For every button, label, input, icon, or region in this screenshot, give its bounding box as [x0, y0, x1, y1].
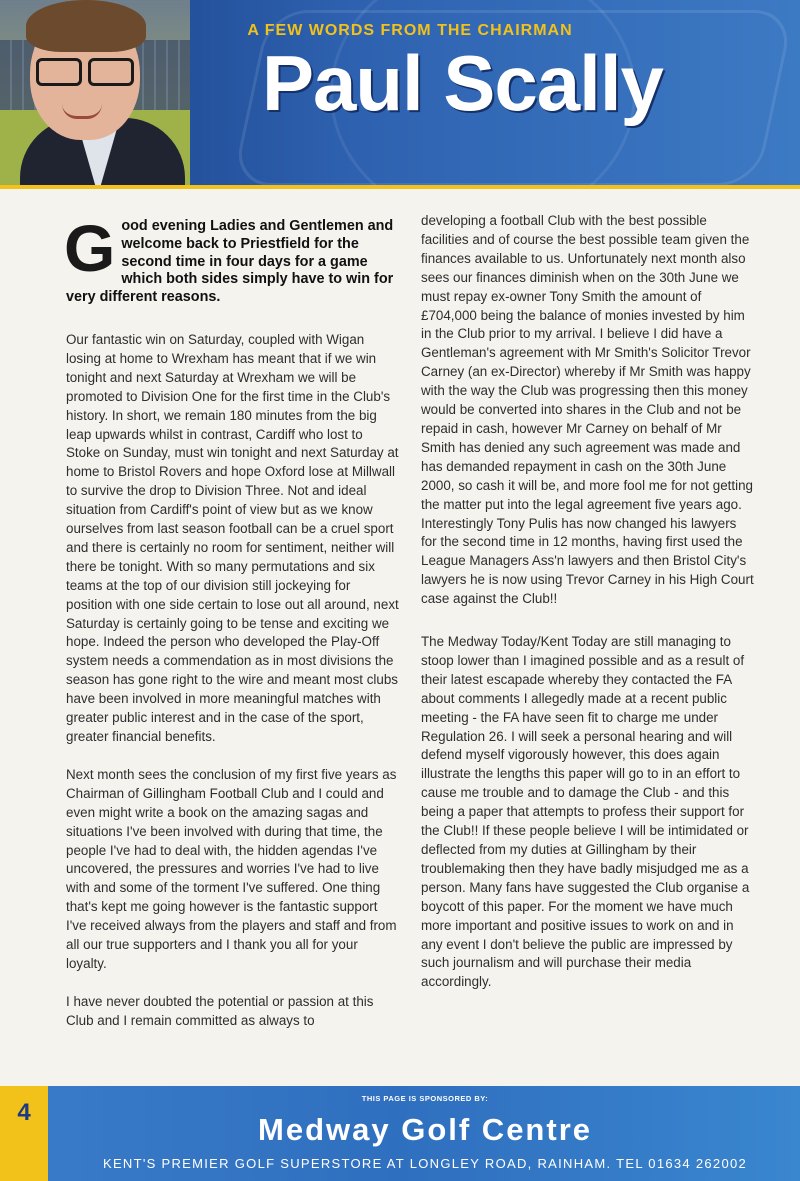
paragraph: developing a football Club with the best possible facilities and of course the best possible team given the finances available to us. Unfortunately next month also sees our finances diminish when on the 30th June we must repay ex-owner Tony Smith the amount of £704,000 being the balance of monies invested by him in the Club prior to my arrival. I believe I did have a Gentleman's agreement with Mr Smith's Solicitor Trevor Carney (an ex-Director) whereby if Mr Smith was happy with the way the Club was progressing then this money would be converted into shares in the Club and not be repaid in cash, however Mr Carney on behalf of Mr Smith has denied any such agreement was made and has demanded repayment in cash on the 30th June 2000, so cash it will be, and more fool me for not getting the matter put into the legal agreement five years ago. Interestingly Tony Pulis has now changed his lawyers for the second time in 12 months, having first used the League Managers Ass'n lawyers and then Bristol City's lawyers he is now using Trevor Carney in his High Court case against the Club!!	[421, 213, 754, 607]
right-column	[421, 212, 755, 1016]
page-number: 4	[0, 1086, 48, 1181]
header-divider	[0, 185, 800, 189]
paragraph: Next month sees the conclusion of my first five years as Chairman of Gillingham Football Club and I could and even might write a book on the amazing sagas and situations I've been involved with during that time, the people I've had to deal with, the hidden agendas I've uncovered, the pressures and worries I've had to live with and some of the torment I've suffered. One thing that's kept me going however is the fantastic support I've received always from the players and staff and from all our true supporters and I thank you all for your loyalty.	[66, 766, 397, 971]
lead-text: ood evening Ladies and Gentlemen and welcome back to Priestfield for the second time in four days for a game which both sides simply have to win for very different reasons.	[66, 218, 394, 306]
glasses-icon	[36, 58, 136, 84]
section-kicker: A FEW WORDS FROM THE CHAIRMAN	[247, 22, 573, 39]
left-column	[66, 212, 400, 1050]
article-body	[66, 212, 766, 1062]
drop-cap: G	[64, 211, 116, 285]
sponsor-label: THIS PAGE IS SPONSORED BY:	[361, 1094, 489, 1103]
sponsor-tagline: KENT'S PREMIER GOLF SUPERSTORE AT LONGLEY ROAD, RAINHAM. TEL 01634 262002	[102, 1156, 748, 1171]
paragraph: I have never doubted the potential or passion at this Club and I remain committed as always to	[66, 993, 374, 1028]
lead-paragraph	[64, 211, 400, 307]
sponsor-name: Medway Golf Centre	[258, 1112, 592, 1147]
page-title: Paul Scally	[262, 39, 663, 127]
paragraph: The Medway Today/Kent Today are still managing to stoop lower than I imagined possible and as a result of their latest escapade whereby they contacted the FA about comments I allegedly made at a recent public meeting - the FA have seen fit to charge me under Regulation 26. I will seek a personal hearing and will defend myself vigorously however, this does again illustrate the lengths this paper will go to in an effort to cause me trouble and to damage the Club - and this being a paper that attempts to profess their support for the Club!! If these people believe I will be intimidated or deflected from my duties at Gillingham by their troublemaking then they have badly misjudged me as a person. Many fans have suggested the Club organise a boycott of this paper. For the moment we have much more important and positive issues to work on and in any event I don't believe the public are impressed by such journalism and will purchase their media accordingly.	[421, 634, 750, 990]
paragraph: Our fantastic win on Saturday, coupled with Wigan losing at home to Wrexham has meant that if we win tonight and next Saturday at Wrexham we will be promoted to Division One for the first time in the Club's history. In short, we remain 180 minutes from the big leap upwards whilst in contrast, Cardiff who lost to Stoke on Sunday, must win tonight and next Saturday at home to Bristol Rovers and hope Oxford lose at Millwall to survive the drop to Division Three. Not and ideal situation from Cardiff's point of view but as we know ourselves from last season football can be a cruel sport and there is certainly no room for sentiment, neither will there be tonight. With so many permutations and six teams at the top of our division still jockeying for position with one side certain to lose out all around, next Saturday is certainly going to be tense and exciting we hope. Indeed the person who developed the Play-Off system needs a commendation as in most divisions the season has gone right to the wire and meant most clubs have been involved in more meaningful matches with greater public interest and in the case of the sport, greater financial benefits.	[66, 331, 399, 745]
